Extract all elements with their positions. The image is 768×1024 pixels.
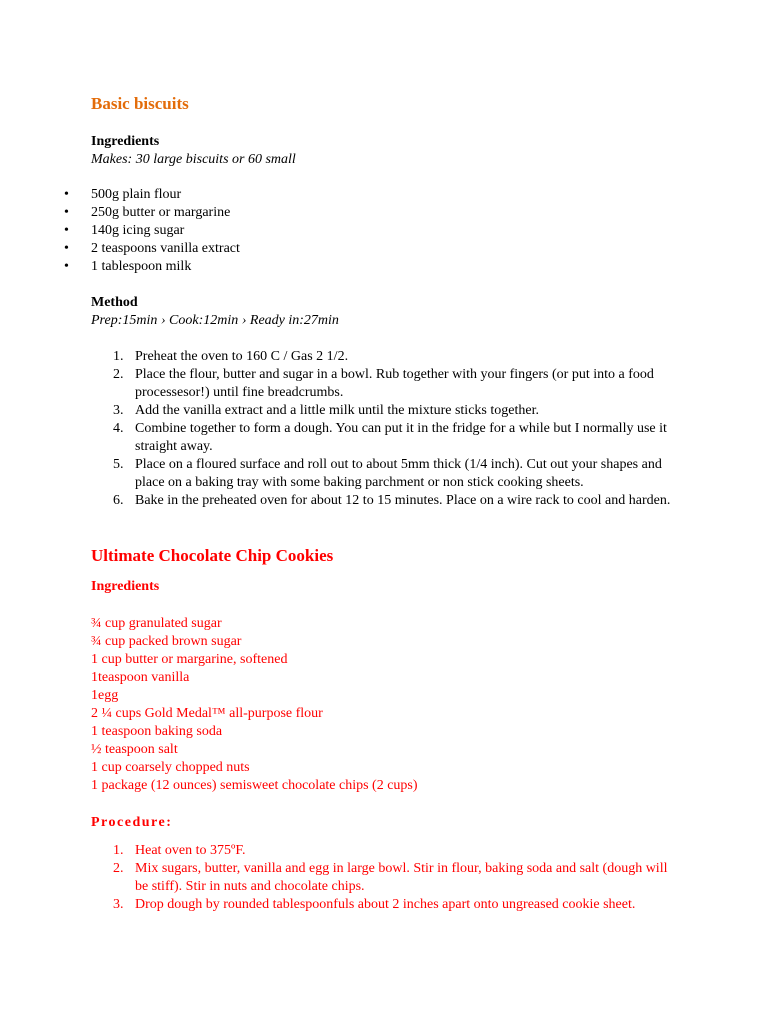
recipe-title-basic-biscuits: Basic biscuits	[91, 94, 189, 113]
list-item: 2. Place the flour, butter and sugar in a bowl. Rub together with your fingers (or put into a food processesor!) until fine breadcrumbs.	[113, 367, 654, 400]
makes-line: Makes: 30 large biscuits or 60 small	[91, 152, 296, 167]
procedure-heading: Procedure:	[91, 815, 173, 830]
list-item: 1 cup butter or margarine, softened	[91, 652, 288, 667]
ingredients-heading-2: Ingredients	[91, 579, 160, 594]
list-item: ¾ cup granulated sugar	[91, 616, 222, 631]
recipe-title-chocolate-chip: Ultimate Chocolate Chip Cookies	[91, 546, 334, 565]
list-item: 1 cup coarsely chopped nuts	[91, 760, 250, 775]
bullet-icon: •	[64, 205, 69, 220]
list-item: 6. Bake in the preheated oven for about 12 to 15 minutes. Place on a wire rack to cool and harden.	[113, 493, 671, 508]
bullet-icon: •	[64, 241, 69, 256]
ingredients-heading: Ingredients	[91, 134, 160, 149]
bullet-icon: •	[64, 223, 69, 238]
list-item: 2 ¼ cups Gold Medal™ all-purpose flour	[91, 706, 323, 721]
list-item: 1teaspoon vanilla	[91, 670, 190, 685]
list-item: 1. Heat oven to 375ºF.	[113, 843, 246, 858]
list-item: 1 teaspoon baking soda	[91, 724, 223, 739]
list-item: 2. Mix sugars, butter, vanilla and egg in large bowl. Stir in flour, baking soda and salt (dough will be stiff). Stir in nuts and chocolate chips.	[113, 861, 668, 894]
bullet-icon: •	[64, 259, 69, 274]
list-item: 4. Combine together to form a dough. You can put it in the fridge for a while but I normally use it straight away.	[113, 421, 667, 454]
document-page: Basic biscuits Ingredients Makes: 30 large biscuits or 60 small • 500g plain flour • 250g butter or margarine • 140g icing sugar • 2 teaspoons vanilla extract • 1 tablespoon milk Method Prep:15min › Cook:12min › Ready in:27min 1. Preheat the oven to 160 C / Gas 2 1/2. 2. Place the flour, butter and sugar in a bowl. Rub together with your fingers (or put into a food processesor!) until fine breadcrumbs. 3. Add the vanilla extract and a little milk until the mixture sticks together. 4. Combine together to form a dough. You can put it in the fridge for a while but I normally use it straight away. 5. Place on a floured surface and roll out to about 5mm thick (1/4 inch). Cut out your shapes and place on a baking tray with some baking parchment or non stick cooking sheets. 6. Bake in the preheated oven for about 12 to 15 minutes. Place on a wire rack to cool and harden. Ultimate Chocolate Chip Cookies Ingredients ¾ cup granulated sugar ¾ cup packed brown sugar 1 cup butter or margarine, softened 1teaspoon vanilla 1egg 2 ¼ cups Gold Medal™ all-purpose flour 1 teaspoon baking soda ½ teaspoon salt 1 cup coarsely chopped nuts 1 package (12 ounces) semisweet chocolate chips (2 cups) Procedure: 1. Heat oven to 375ºF. 2. Mix sugars, butter, vanilla and egg in large bowl. Stir in flour, baking soda and salt (dough will be stiff). Stir in nuts and chocolate chips. 3. Drop dough by rounded tablespoonfuls about 2 inches apart onto ungreased cookie sheet.	[0, 0, 768, 1024]
procedure-steps	[0, 842, 768, 914]
list-item: 3. Add the vanilla extract and a little milk until the mixture sticks together.	[113, 403, 539, 418]
list-item: 1egg	[91, 688, 119, 703]
method-steps	[0, 348, 768, 510]
list-item: 1 package (12 ounces) semisweet chocolate chips (2 cups)	[91, 778, 418, 793]
method-heading: Method	[91, 295, 138, 310]
bullet-icon: •	[64, 187, 69, 202]
list-item: ¾ cup packed brown sugar	[91, 634, 242, 649]
list-item: 5. Place on a floured surface and roll out to about 5mm thick (1/4 inch). Cut out your shapes and place on a baking tray with some baking parchment or non stick cooking sheets.	[113, 457, 662, 490]
list-item: ½ teaspoon salt	[91, 742, 178, 757]
list-item: 3. Drop dough by rounded tablespoonfuls about 2 inches apart onto ungreased cookie sheet.	[113, 897, 636, 912]
timing-line: Prep:15min › Cook:12min › Ready in:27min	[91, 313, 339, 328]
list-item: 1. Preheat the oven to 160 C / Gas 2 1/2.	[113, 349, 349, 364]
